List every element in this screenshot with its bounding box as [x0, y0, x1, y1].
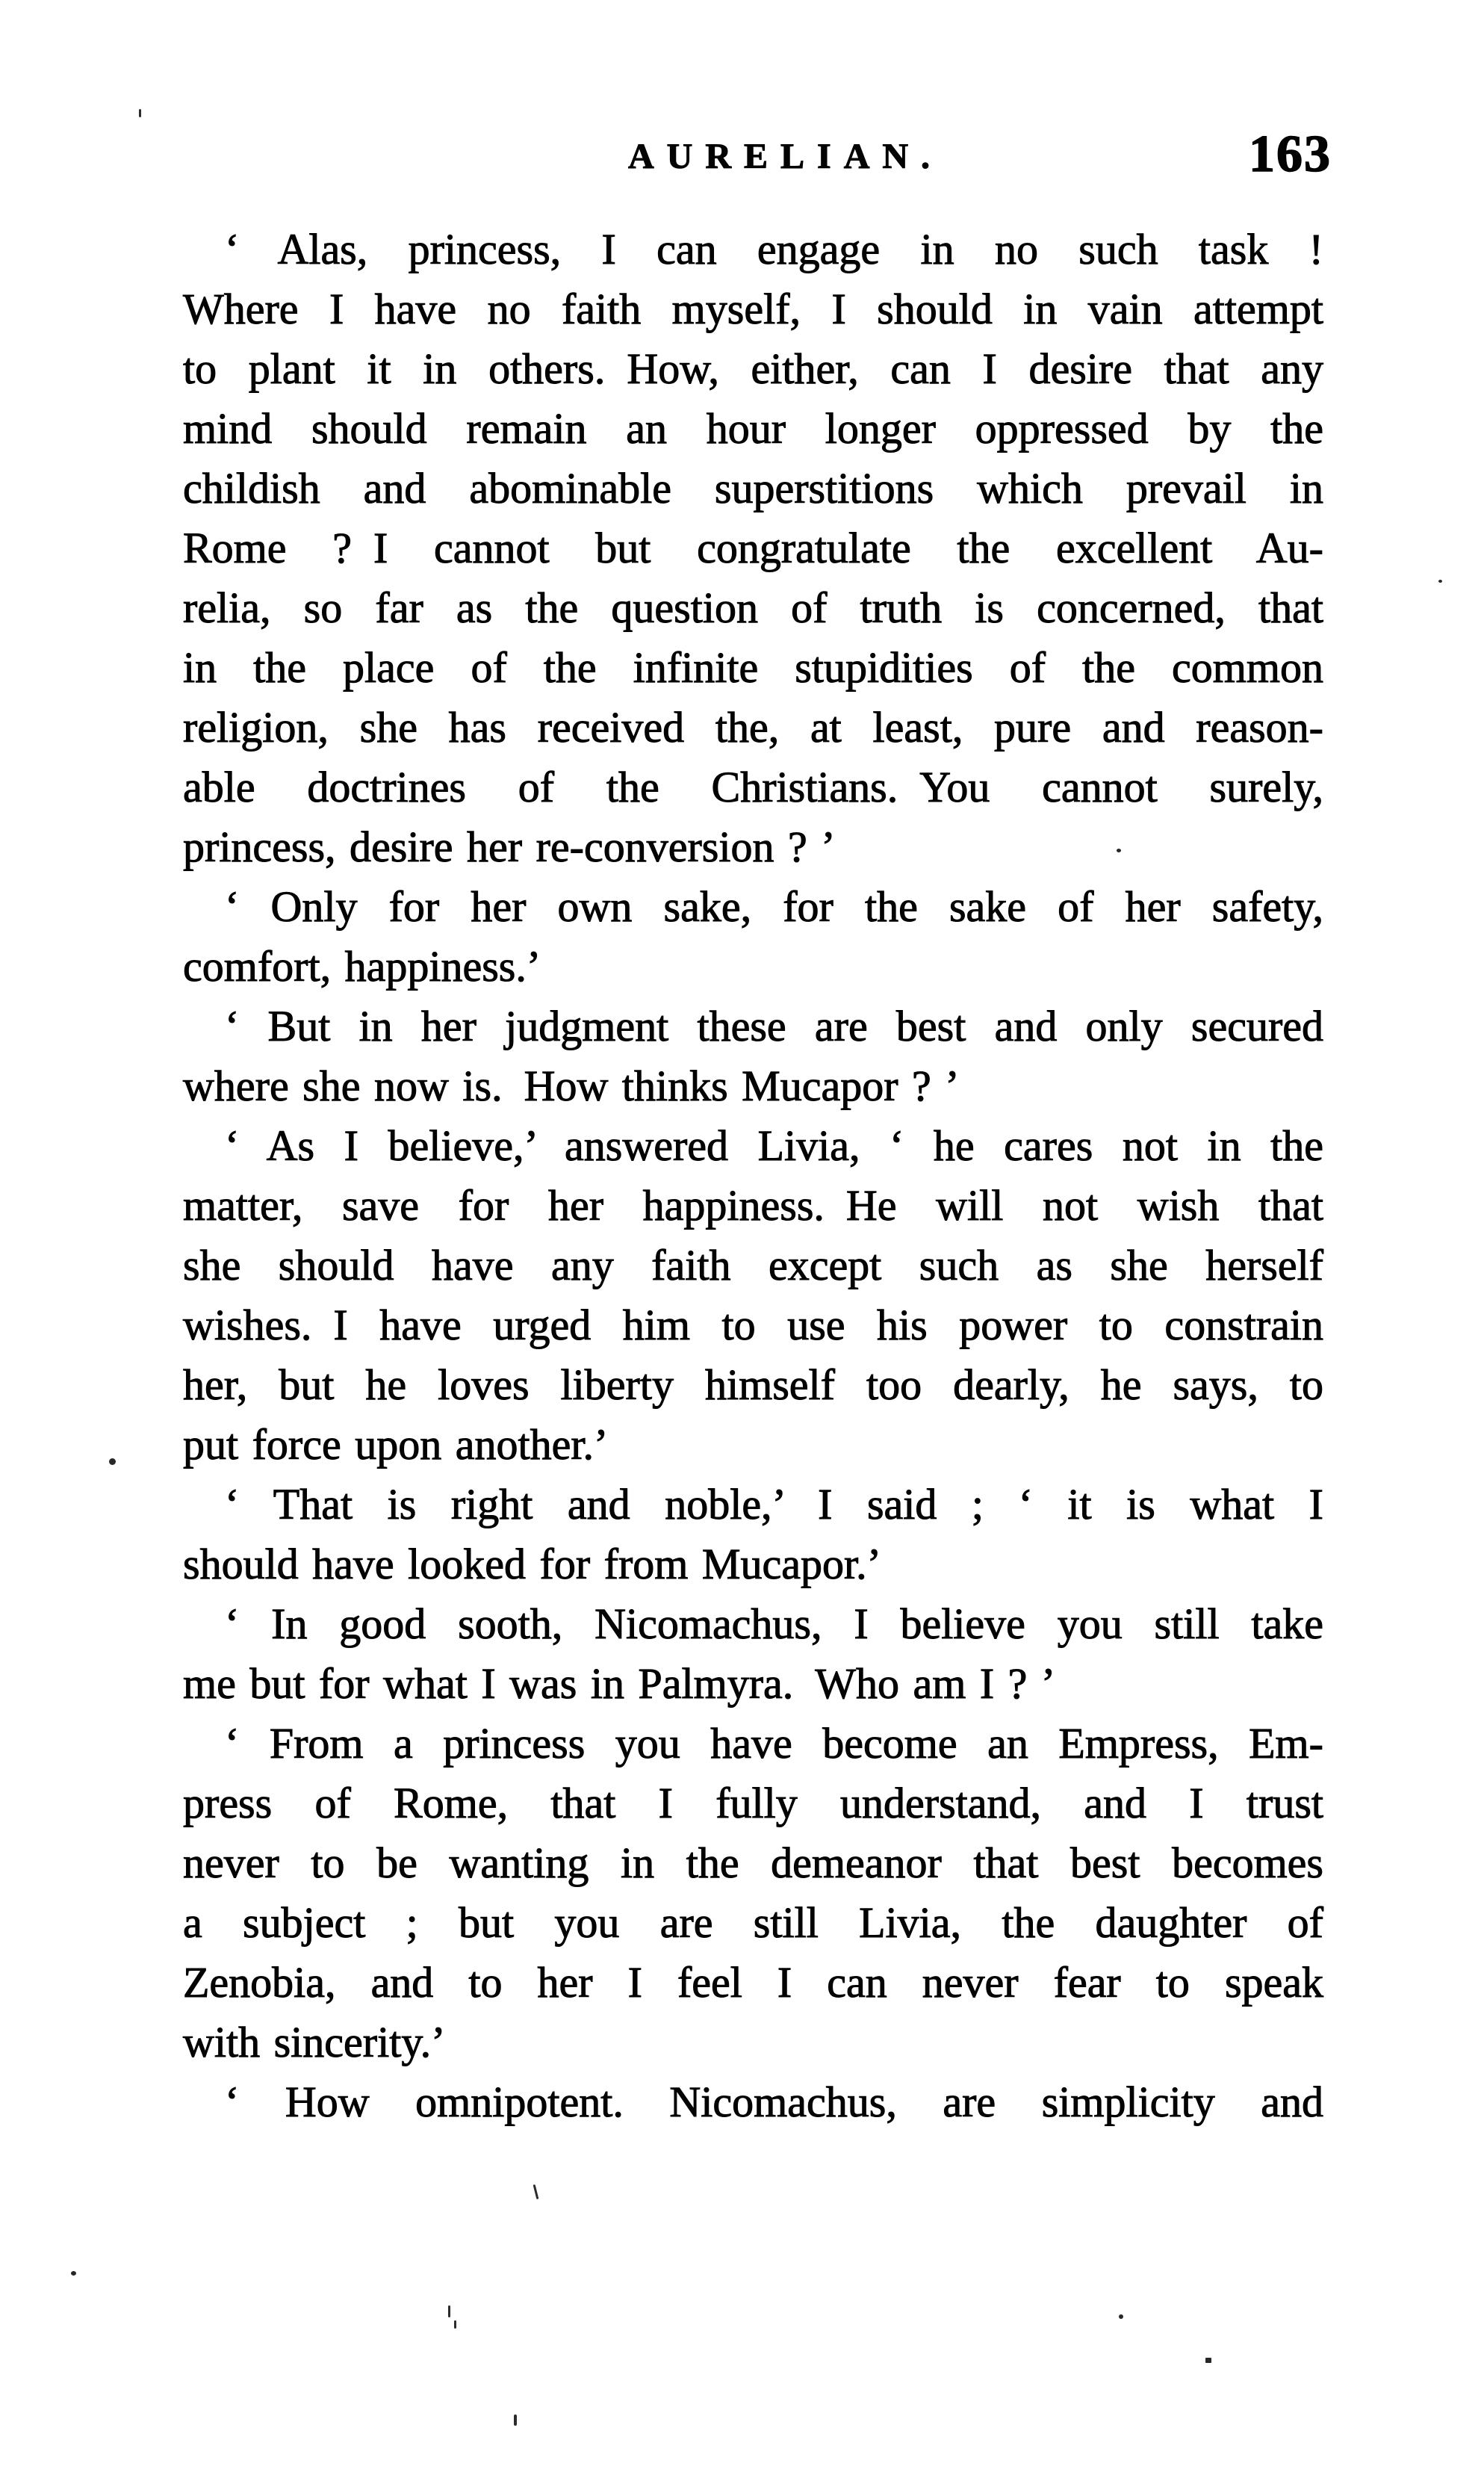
text-line: put force upon another.’: [183, 1420, 609, 1469]
page-number: 163: [1249, 126, 1332, 183]
text-line: wishes. I have urged him to use his power to constrain: [183, 1301, 1323, 1349]
text-line: a subject ; but you are still Livia, the daughter of: [183, 1898, 1323, 1947]
text-line: ‘ Alas, princess, I can engage in no such task !: [225, 225, 1323, 273]
text-line: comfort, happiness.’: [183, 942, 541, 991]
text-line: press of Rome, that I fully understand, and I trust: [183, 1779, 1323, 1827]
ink-speck: [533, 2184, 539, 2199]
text-line: matter, save for her happiness. He will not wish that: [183, 1181, 1323, 1230]
ink-speck: [514, 2414, 517, 2426]
ink-speck: [448, 2305, 450, 2317]
text-line: me but for what I was in Palmyra. Who am I ? ’: [183, 1659, 1056, 1708]
text-line: never to be wanting in the demeanor that best becomes: [183, 1839, 1323, 1887]
text-line: ‘ How omnipotent. Nicomachus, are simplicity and: [225, 2078, 1323, 2126]
ink-speck: [1119, 2314, 1123, 2319]
ink-speck: [1438, 580, 1442, 583]
ink-speck: [139, 109, 141, 117]
text-line: ‘ As I believe,’ answered Livia, ‘ he cares not in the: [225, 1121, 1323, 1170]
text-line: should have looked for from Mucapor.’: [183, 1540, 881, 1588]
text-line: able doctrines of the Christians. You cannot surely,: [183, 763, 1323, 811]
text-line: childish and abominable superstitions which prevail in: [183, 464, 1323, 512]
ink-speck: [1117, 849, 1121, 852]
text-line: ‘ But in her judgment these are best and only secured: [225, 1002, 1323, 1050]
body-text: [183, 220, 1323, 2132]
text-line: ‘ That is right and noble,’ I said ; ‘ it is what I: [225, 1480, 1323, 1528]
text-line: ‘ In good sooth, Nicomachus, I believe you still take: [225, 1599, 1323, 1648]
text-line: princess, desire her re-conversion ? ’: [183, 823, 836, 871]
text-line: mind should remain an hour longer oppressed by the: [183, 404, 1323, 453]
text-line: ‘ Only for her own sake, for the sake of her safety,: [225, 882, 1323, 931]
text-line: ‘ From a princess you have become an Empress, Em-: [225, 1719, 1323, 1768]
text-line: her, but he loves liberty himself too dearly, he says, to: [183, 1360, 1323, 1409]
text-line: religion, she has received the, at least, pure and reason-: [183, 703, 1323, 752]
ink-speck: [71, 2271, 76, 2276]
text-line: she should have any faith except such as she herself: [183, 1241, 1323, 1289]
ink-speck: [109, 1458, 116, 1465]
ink-speck: [1205, 2358, 1211, 2363]
text-line: relia, so far as the question of truth is concerned, that: [183, 583, 1323, 632]
running-header: AURELIAN.: [628, 137, 943, 176]
text-line: Zenobia, and to her I feel I can never fear to speak: [183, 1958, 1323, 2007]
text-line: with sincerity.’: [183, 2018, 446, 2066]
text-line: to plant it in others. How, either, can I desire that any: [183, 344, 1323, 393]
text-line: Where I have no faith myself, I should in vain attempt: [183, 285, 1323, 333]
ink-speck: [454, 2320, 456, 2329]
text-line: Rome ? I cannot but congratulate the excellent Au-: [183, 524, 1323, 572]
text-line: where she now is. How thinks Mucapor ? ’: [183, 1062, 960, 1110]
text-line: in the place of the infinite stupidities of the common: [183, 643, 1323, 692]
